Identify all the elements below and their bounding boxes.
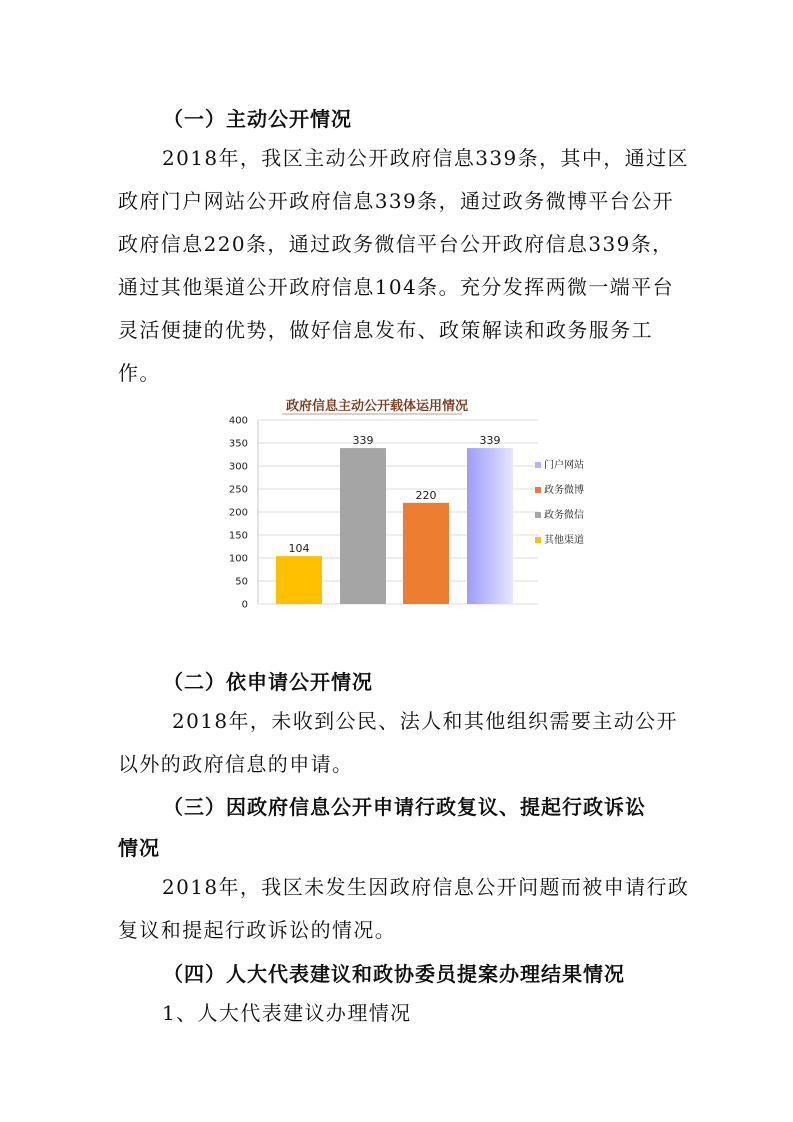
bar-政务微信 bbox=[340, 448, 386, 604]
list-item: 1、人大代表建议办理情况 bbox=[162, 1001, 412, 1025]
section-heading-3: （三）因政府信息公开申请行政复议、提起行政诉讼 bbox=[163, 795, 646, 819]
y-tick-label: 300 bbox=[228, 461, 248, 473]
section-3-paragraph bbox=[118, 866, 690, 952]
paragraph-line: 通过其他渠道公开政府信息104条。充分发挥两微一端平台 bbox=[118, 275, 674, 299]
y-tick-label: 100 bbox=[228, 553, 248, 565]
data-label: 339 bbox=[352, 434, 374, 448]
legend-swatch bbox=[535, 537, 541, 543]
section-4-item bbox=[118, 992, 678, 1035]
paragraph-line: 复议和提起行政诉讼的情况。 bbox=[118, 918, 397, 942]
y-tick-label: 50 bbox=[235, 576, 248, 588]
bar-政务微博 bbox=[403, 503, 449, 604]
section-heading-3-continued: 情况 bbox=[118, 836, 160, 860]
section-heading-4: （四）人大代表建议和政协委员提案办理结果情况 bbox=[163, 962, 625, 986]
y-tick-label: 400 bbox=[228, 415, 248, 427]
paragraph-line: 作。 bbox=[118, 361, 161, 385]
y-tick-label: 250 bbox=[228, 484, 248, 496]
paragraph-line: 2018年，我区未发生因政府信息公开问题而被申请行政 bbox=[162, 875, 690, 899]
data-label: 104 bbox=[288, 542, 310, 556]
y-tick-label: 350 bbox=[228, 438, 248, 450]
chart-title: 政府信息主动公开载体运用情况 bbox=[285, 399, 469, 414]
legend-swatch bbox=[535, 462, 541, 468]
y-tick-label: 150 bbox=[228, 530, 248, 542]
section-heading-2: （二）依申请公开情况 bbox=[163, 670, 373, 694]
bar-门户网站 bbox=[467, 448, 513, 604]
paragraph-line: 2018年，我区主动公开政府信息339条，其中，通过区 bbox=[162, 146, 689, 170]
legend-swatch bbox=[535, 512, 541, 518]
paragraph-line: 灵活便捷的优势，做好信息发布、政策解读和政务服务工 bbox=[118, 318, 653, 342]
data-label: 220 bbox=[415, 488, 437, 502]
data-label: 339 bbox=[479, 434, 501, 448]
paragraph-line: 政府门户网站公开政府信息339条，通过政务微博平台公开 bbox=[118, 189, 674, 213]
legend-label: 其他渠道 bbox=[544, 535, 584, 546]
legend-label: 门户网站 bbox=[544, 460, 584, 471]
section-1-paragraph bbox=[118, 137, 689, 395]
paragraph-line: 2018年，未收到公民、法人和其他组织需要主动公开 bbox=[172, 709, 678, 733]
legend-label: 政务微博 bbox=[544, 485, 584, 496]
bar-chart bbox=[226, 390, 584, 612]
y-tick-label: 200 bbox=[228, 507, 248, 519]
section-heading-1: （一）主动公开情况 bbox=[163, 107, 352, 131]
y-tick-label: 0 bbox=[241, 599, 248, 611]
legend-label: 政务微信 bbox=[544, 510, 584, 521]
section-2-paragraph bbox=[118, 700, 678, 786]
paragraph-line: 以外的政府信息的申请。 bbox=[118, 752, 354, 776]
legend-swatch bbox=[535, 487, 541, 493]
paragraph-line: 政府信息220条，通过政务微信平台公开政府信息339条， bbox=[118, 232, 674, 256]
bar-其他渠道 bbox=[276, 556, 322, 604]
